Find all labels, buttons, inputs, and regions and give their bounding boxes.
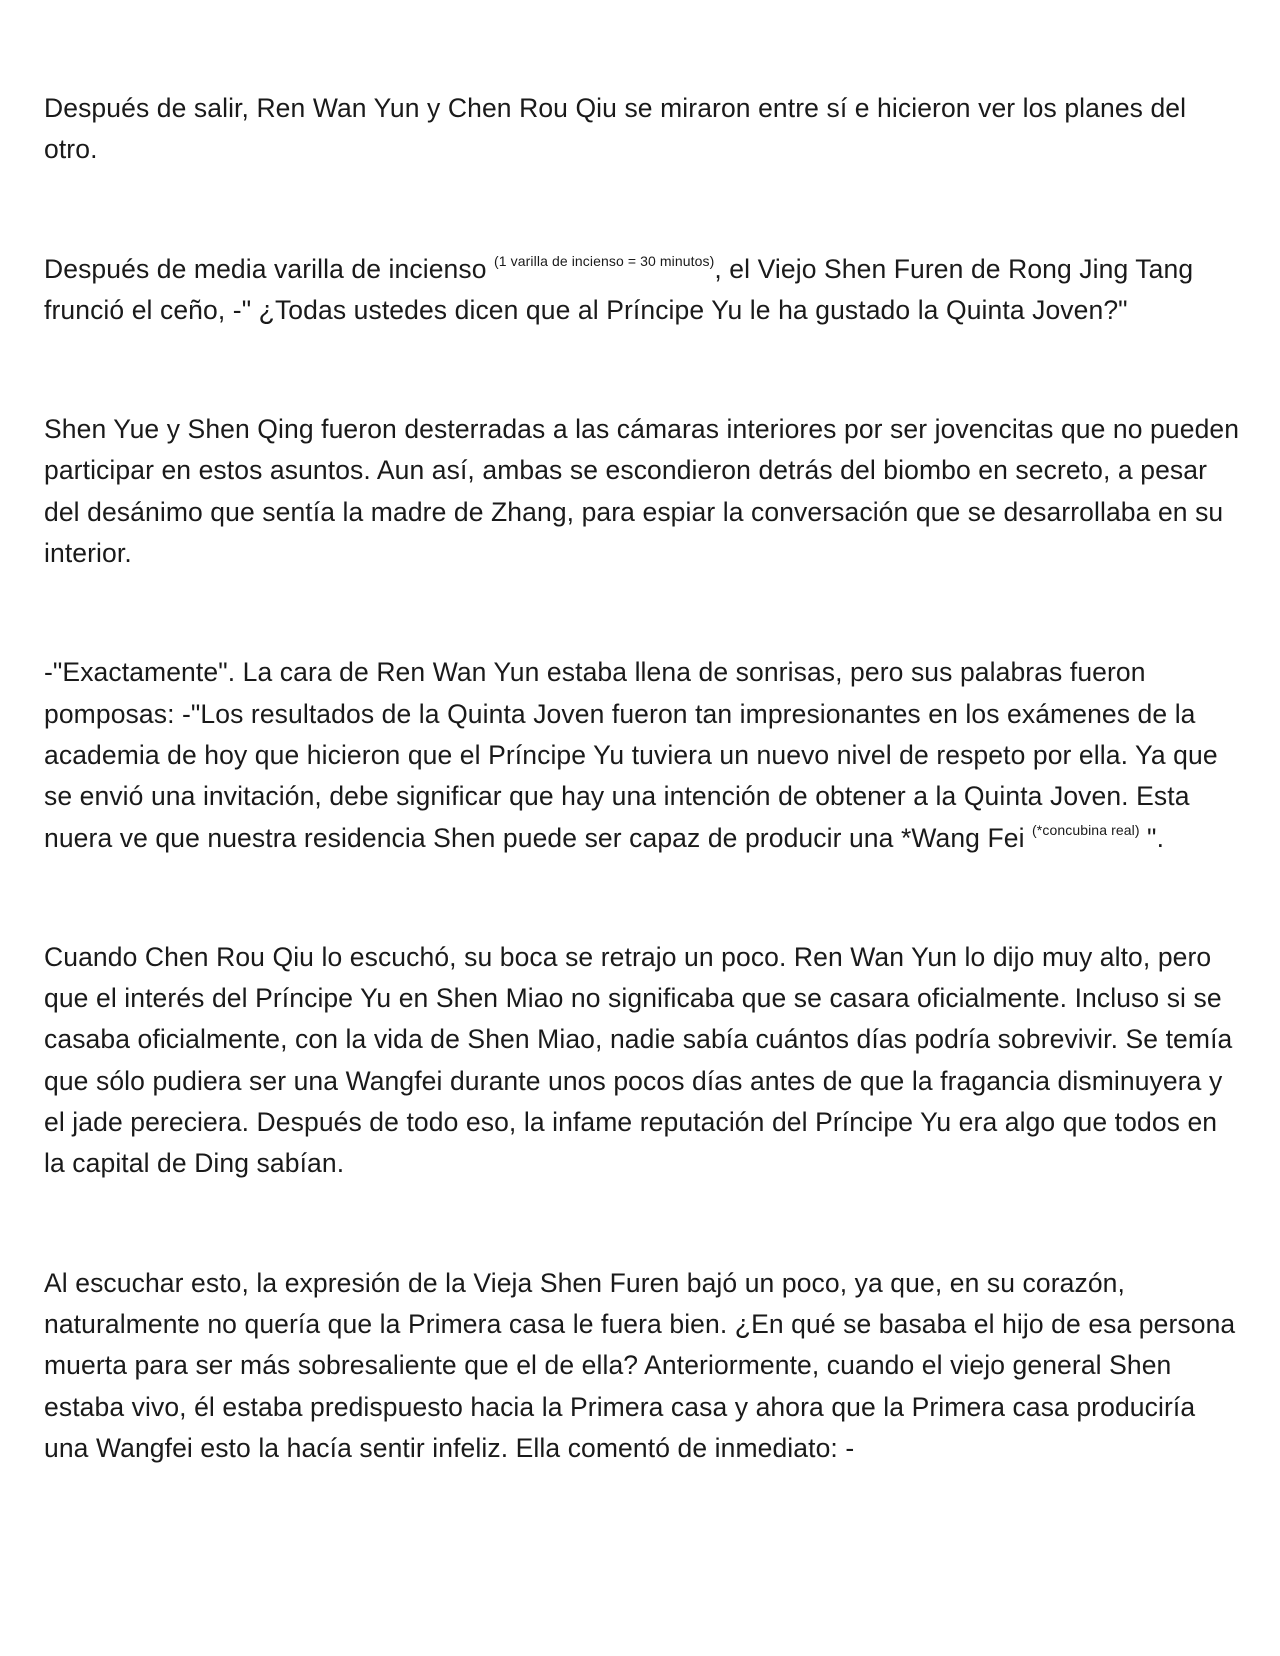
paragraph-1-text: Después de salir, Ren Wan Yun y Chen Rou Qiu se miraron entre sí e hicieron ver los planes del otro. [44,93,1187,165]
paragraph-6 [44,1263,1240,1469]
footnote-incense: (1 varilla de incienso = 30 minutos) [494,252,715,269]
paragraph-1 [44,88,1240,171]
paragraph-4-text-end: ". [1139,822,1165,853]
paragraph-4-text-start: -"Exactamente". La cara de Ren Wan Yun estaba llena de sonrisas, pero sus palabras fueron pomposas: -"Los resultados de la Quinta Joven fueron tan impresionantes en los exámenes de la academia de hoy que hicieron que el Príncipe Yu tuviera un nuevo nivel de respeto por ella. Ya que se envió una invitación, debe significar que hay una intención de obtener a la Quinta Joven. Esta nuera ve que nuestra residencia Shen puede ser capaz de producir una *Wang Fei [44,657,1218,853]
paragraph-2-text-end: , el Viejo Shen Furen de Rong Jing Tang frunció el ceño, -" ¿Todas ustedes dicen que al Príncipe Yu le ha gustado la Quinta Joven?" [44,253,1194,325]
paragraph-4 [44,652,1240,858]
paragraph-5-text: Cuando Chen Rou Qiu lo escuchó, su boca se retrajo un poco. Ren Wan Yun lo dijo muy alto, pero que el interés del Príncipe Yu en Shen Miao no significaba que se casara oficialmente. Incluso si se casaba oficialmente, con la vida de Shen Miao, nadie sabía cuántos días podría sobrevivir. Se temía que sólo pudiera ser una Wangfei durante unos pocos días antes de que la fragancia disminuyera y el jade pereciera. Después de todo eso, la infame reputación del Príncipe Yu era algo que todos en la capital de Ding sabían. [44,941,1233,1179]
footnote-concubine: (*concubina real) [1032,821,1140,838]
paragraph-5 [44,937,1240,1185]
document-page [44,88,1240,1547]
paragraph-3 [44,409,1240,574]
paragraph-6-text: Al escuchar esto, la expresión de la Vieja Shen Furen bajó un poco, ya que, en su corazón, naturalmente no quería que la Primera casa le fuera bien. ¿En qué se basaba el hijo de esa persona muerta para ser más sobresaliente que el de ella? Anteriormente, cuando el viejo general Shen estaba vivo, él estaba predispuesto hacia la Primera casa y ahora que la Primera casa produciría una Wangfei esto la hacía sentir infeliz. Ella comentó de inmediato: - [44,1267,1236,1463]
paragraph-2-text-start: Después de media varilla de incienso [44,253,495,284]
paragraph-2 [44,249,1240,332]
paragraph-3-text: Shen Yue y Shen Qing fueron desterradas a las cámaras interiores por ser jovencitas que no pueden participar en estos asuntos. Aun así, ambas se escondieron detrás del biombo en secreto, a pesar del desánimo que sentía la madre de Zhang, para espiar la conversación que se desarrollaba en su interior. [44,414,1240,569]
